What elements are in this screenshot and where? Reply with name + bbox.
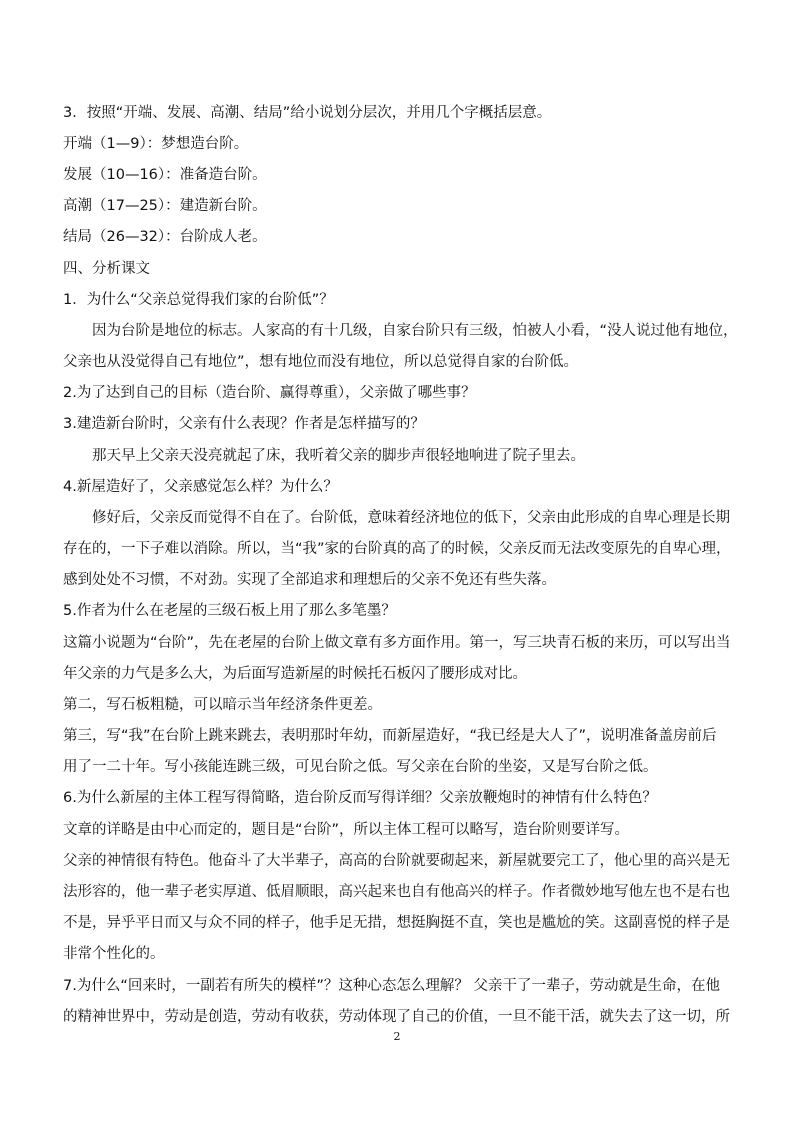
answer-6-line-2: 父亲的神情很有特色。他奋斗了大半辈子，高高的台阶就要砌起来，新屋就要完工了，他心里的高兴是无 [63, 853, 730, 869]
answer-1-line-2: 父亲也从没觉得自己有地位”，想有地位而没有地位，所以总觉得自家的台阶低。 [63, 354, 579, 370]
answer-4-line-3: 感到处处不习惯，不对劲。实现了全部追求和理想后的父亲不免还有些失落。 [63, 572, 556, 588]
answer-5-line-5: 用了一二十年。写小孩能连跳三级，可见台阶之低。写父亲在台阶的坐姿，又是写台阶之低。 [63, 759, 658, 775]
question-1: 1．为什么“父亲总觉得我们家的台阶低”？ [63, 292, 334, 308]
answer-1-line-1: 因为台阶是地位的标志。人家高的有十几级，自家台阶只有三级，怕被人小看，“没人说过他有地位， [92, 323, 738, 339]
answer-6-line-5: 非常个性化的。 [63, 946, 165, 962]
question-7-line-2: 的精神世界中，劳动是创造，劳动有收获，劳动体现了自己的价值，一旦不能干活，就失去了这一切，所 [63, 1009, 730, 1025]
answer-4-line-1: 修好后，父亲反而觉得不自在了。台阶低，意味着经济地位的低下，父亲由此形成的自卑心理是长期 [92, 510, 730, 526]
answer-3: 那天早上父亲天没亮就起了床，我听着父亲的脚步声很轻地响进了院子里去。 [92, 448, 585, 464]
section-climax: 高潮（17—25）：建造新台阶。 [63, 198, 267, 214]
heading-analysis: 四、分析课文 [63, 261, 150, 277]
question-3b: 3.建造新台阶时，父亲有什么表现？作者是怎样描写的？ [63, 416, 425, 432]
section-ending: 结局（26—32）：台阶成人老。 [63, 229, 267, 245]
question-7-line-1: 7.为什么“回来时，一副若有所失的模样”？这种心态怎么理解？ 父亲干了一辈子，劳动就是生命，在他 [63, 978, 720, 994]
answer-6-line-1: 文章的详略是由中心而定的，题目是“台阶”，所以主体工程可以略写，造台阶则要详写。 [63, 822, 630, 838]
answer-4-line-2: 存在的，一下子难以消除。所以，当“我”家的台阶真的高了的时候，父亲反而无法改变原先的自卑心理， [63, 541, 731, 557]
answer-5-line-4: 第三，写“我”在台阶上跳来跳去，表明那时年幼，而新屋造好，“我已经是大人了”，说明准备盖房前后 [63, 728, 717, 744]
answer-5-line-1: 这篇小说题为“台阶”，先在老屋的台阶上做文章有多方面作用。第一，写三块青石板的来历，可以写出当 [63, 635, 731, 651]
question-5: 5.作者为什么在老屋的三级石板上用了那么多笔墨？ [63, 603, 396, 619]
answer-6-line-4: 不是，异乎平日而又与众不同的样子，他手足无措，想挺胸挺不直，笑也是尴尬的笑。这副喜悦的样子是 [63, 915, 730, 931]
answer-6-line-3: 法形容的，他一辈子老实厚道、低眉顺眼，高兴起来也自有他高兴的样子。作者微妙地写他左也不是右也 [63, 884, 730, 900]
answer-5-line-2: 年父亲的力气是多么大，为后面写造新屋的时候托石板闪了腰形成对比。 [63, 666, 527, 682]
page-number: 2 [393, 1030, 401, 1043]
question-6: 6.为什么新屋的主体工程写得简略，造台阶反而写得详细？父亲放鞭炮时的神情有什么特色？ [63, 790, 657, 806]
section-development: 发展（10—16）：准备造台阶。 [63, 167, 267, 183]
question-3: 3．按照“开端、发展、高潮、结局”给小说划分层次，并用几个字概括层意。 [63, 105, 552, 121]
section-opening: 开端（1—9）：梦想造台阶。 [63, 136, 249, 152]
question-4: 4.新屋造好了，父亲感觉怎么样？为什么？ [63, 479, 338, 495]
answer-5-line-3: 第二，写石板粗糙，可以暗示当年经济条件更差。 [63, 697, 382, 713]
question-2: 2.为了达到自己的目标（造台阶、赢得尊重），父亲做了哪些事？ [63, 385, 476, 401]
